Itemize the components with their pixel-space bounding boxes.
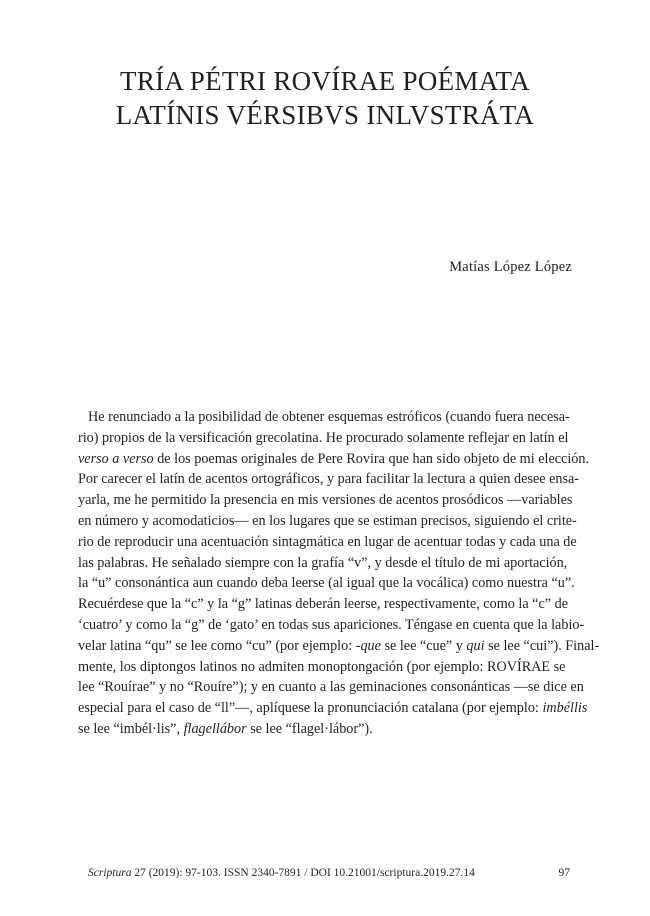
text-line: rio) propios de la versificación grecolatina. He procurado solamente reflejar en latín el <box>78 429 569 446</box>
italic-term: imbéllis <box>542 700 588 717</box>
text-line: velar latina “qu” se lee como “cu” (por ejemplo: -que se lee “cue” y qui se lee “cui”). Final- <box>78 637 600 654</box>
text-line: las palabras. He señalado siempre con la grafía “v”, y desde el título de mi aportación, <box>78 554 568 571</box>
italic-term: flagellábor <box>183 720 247 737</box>
text-line: lee “Rouírae” y no “Rouíre”); y en cuanto a las geminaciones consonánticas —se dice en <box>78 679 584 696</box>
text-line: He renunciado a la posibilidad de obtener esquemas estróficos (cuando fuera necesa- <box>88 409 570 425</box>
text-line: yarla, me he permitido la presencia en mis versiones de acentos prosódicos —variables <box>78 492 573 509</box>
text-line: Recuérdese que la “c” y la “g” latinas deberán leerse, respectivamente, como la “c” de <box>78 596 568 613</box>
body-paragraph <box>78 407 600 740</box>
italic-term: verso a verso <box>78 450 154 467</box>
text-line: mente, los diptongos latinos no admiten monoptongación (por ejemplo: ROVÍRAE se <box>78 658 566 675</box>
author-name: Matías López López <box>449 259 572 275</box>
page-number: 97 <box>558 867 570 879</box>
text-line: especial para el caso de “ll”—, aplíquese la pronunciación catalana (por ejemplo: imbéllis <box>78 700 588 717</box>
title-line-1: TRÍA PÉTRI ROVÍRAE POÉMATA <box>120 66 530 96</box>
italic-term: -que <box>355 637 381 654</box>
text-line: se lee “imbél·lis”, flagellábor se lee “flagel·lábor”). <box>78 720 373 737</box>
article-title <box>0 64 650 132</box>
title-line-2: LATÍNIS VÉRSIBVS INLVSTRÁTA <box>115 100 535 130</box>
text-line: verso a verso de los poemas originales de Pere Rovira que han sido objeto de mi elección. <box>78 450 590 467</box>
italic-term: qui <box>466 637 485 654</box>
text-line: Por carecer el latín de acentos ortográficos, y para facilitar la lectura a quien desee ensa- <box>78 471 580 488</box>
text-line: ‘cuatro’ y como la “g” de ‘gato’ en todas sus apariciones. Téngase en cuenta que la labio- <box>78 616 585 633</box>
text-line: la “u” consonántica aun cuando deba leerse (al igual que la vocálica) como nuestra “u”. <box>78 575 575 592</box>
page-footer <box>88 867 570 879</box>
text-line: en número y acomodaticios— en los lugares que se estiman precisos, siguiendo el crite- <box>78 512 577 529</box>
journal-name: Scriptura <box>88 867 132 879</box>
citation: Scriptura 27 (2019): 97-103. ISSN 2340-7891 / DOI 10.21001/scriptura.2019.27.14 <box>88 867 475 879</box>
text-line: rio de reproducir una acentuación sintagmática en lugar de acentuar todas y cada una de <box>78 533 577 550</box>
